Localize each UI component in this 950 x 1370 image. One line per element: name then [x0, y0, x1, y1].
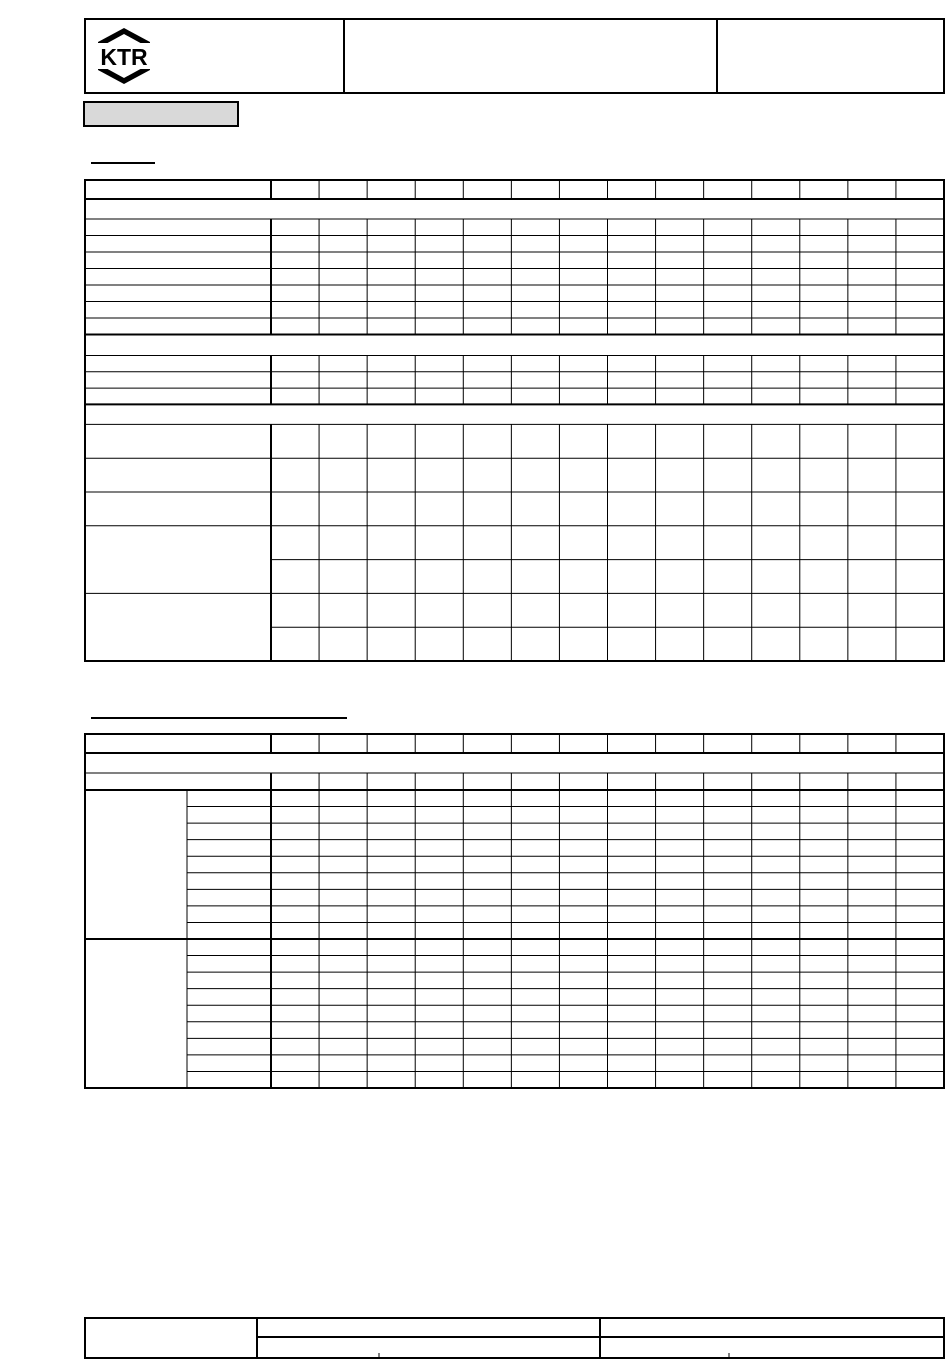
- footer-grid: [84, 1317, 945, 1359]
- document-footer: [84, 1317, 945, 1359]
- svg-text:KTR: KTR: [100, 44, 148, 70]
- table-2-border: [85, 734, 944, 1088]
